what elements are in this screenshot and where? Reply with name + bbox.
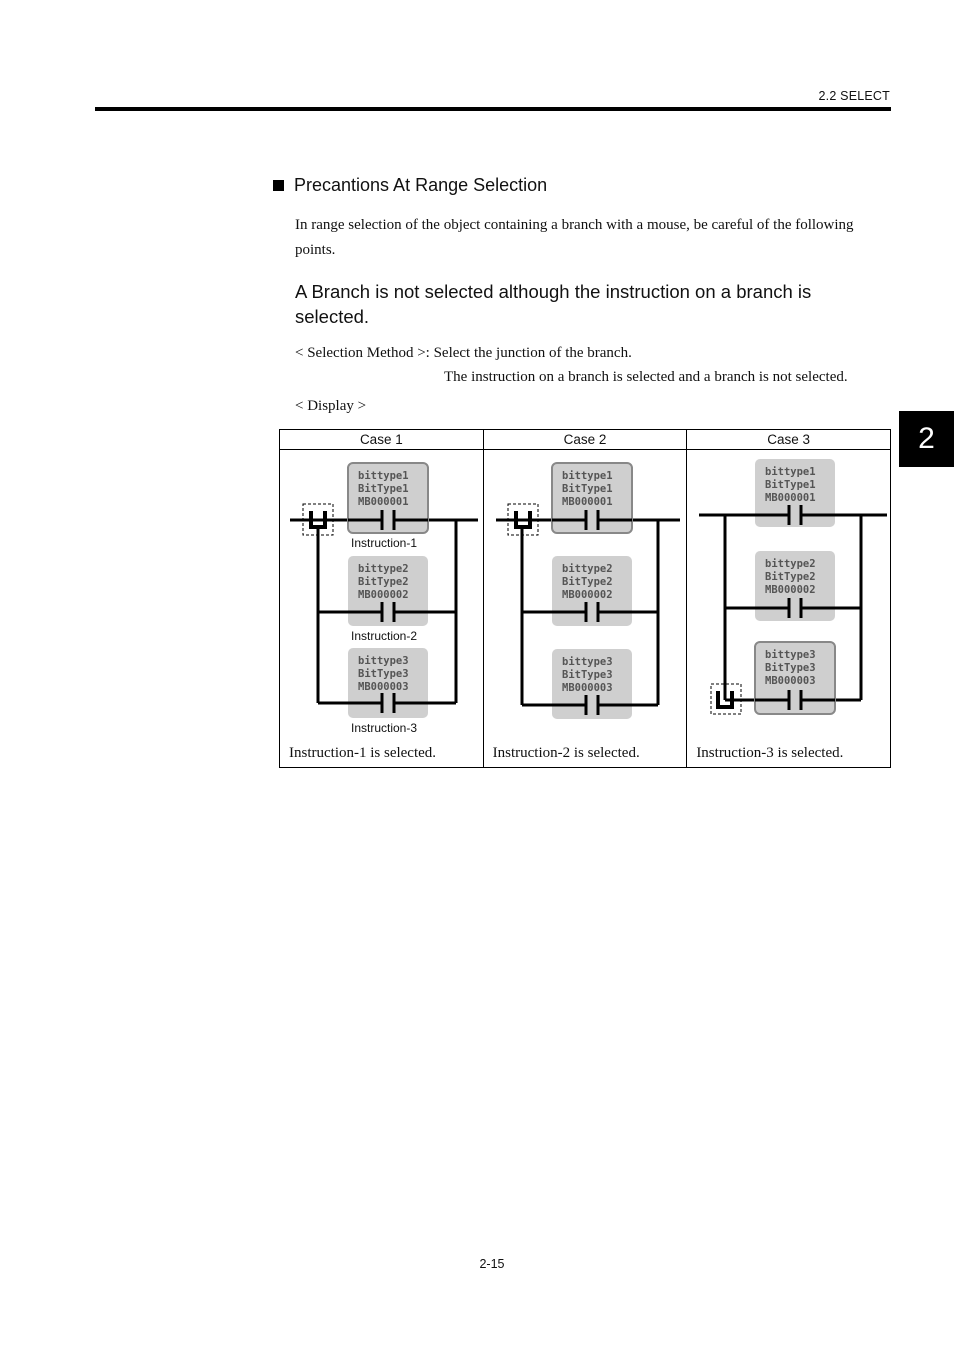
block-2-line-1: bittype2 [765,558,816,570]
instruction-block-2[interactable] [755,551,835,621]
display-label: < Display > [295,398,367,414]
block-3-line-3: MB000003 [765,675,816,687]
instruction-3-label: Instruction-3 [351,721,418,735]
instruction-block-1[interactable] [552,463,632,533]
instruction-block-1[interactable] [348,463,428,533]
block-2-line-3: MB000002 [765,584,816,596]
case-3-ladder-diagram [687,450,890,767]
instruction-block-3[interactable] [348,648,428,718]
block-2-line-3: MB000002 [561,589,613,601]
case-2-cell [483,450,687,768]
case-2-caption: Instruction-2 is selected. [492,745,640,761]
page-number: 2-15 [479,1257,505,1271]
case-2-header: Case 2 [483,430,687,450]
selection-method-line1: < Selection Method >: Select the junction of the branch. [295,345,632,361]
block-1-line-1: bittype1 [765,466,816,478]
block-1-line-3: MB000001 [358,496,409,508]
instruction-block-1[interactable] [755,459,835,527]
block-3-line-1: bittype3 [358,655,409,667]
instruction-1-label: Instruction-1 [351,536,418,550]
case-1-caption: Instruction-1 is selected. [289,745,437,761]
block-3-line-3: MB000003 [358,681,409,693]
block-2-line-1: bittype2 [358,563,409,575]
block-1-line-2: BitType1 [358,483,409,495]
subheading: A Branch is not selected although the instruction on a branch is selected. [295,281,812,327]
case-1-header: Case 1 [280,430,484,450]
header-rule [95,107,891,111]
instruction-block-2[interactable] [348,556,428,626]
case-3-header: Case 3 [687,430,891,450]
chapter-tab: 2 [899,411,954,467]
case-2-ladder-diagram [484,450,687,767]
case-3-caption: Instruction-3 is selected. [696,745,844,761]
instruction-block-2[interactable] [552,556,632,626]
block-1-line-2: BitType1 [561,483,613,495]
block-1-line-1: bittype1 [358,470,409,482]
block-2-line-2: BitType2 [358,576,409,588]
running-header: 2.2 SELECT [818,89,890,103]
block-3-line-1: bittype3 [765,649,816,661]
block-3-line-2: BitType3 [765,662,816,674]
block-3-line-2: BitType3 [561,669,613,681]
block-1-line-1: bittype1 [561,470,613,482]
instruction-2-label: Instruction-2 [351,629,418,643]
instruction-block-3[interactable] [552,649,632,719]
block-1-line-3: MB000001 [765,492,816,504]
block-3-line-3: MB000003 [561,682,613,694]
selection-method-line2: The instruction on a branch is selected and a branch is not selected. [444,369,848,385]
block-2-line-3: MB000002 [358,589,409,601]
case-3-cell [687,450,891,768]
block-2-line-2: BitType2 [561,576,613,588]
block-1-line-3: MB000001 [561,496,613,508]
block-2-line-1: bittype2 [561,563,613,575]
case-1-cell [280,450,484,768]
square-bullet-icon [273,180,284,191]
section-title-text: Precantions At Range Selection [294,175,548,195]
block-1-line-2: BitType1 [765,479,816,491]
section-title [273,175,547,196]
intro-paragraph: In range selection of the object containing a branch with a mouse, be careful of the following points. [295,217,854,258]
case-1-ladder-diagram [280,450,483,767]
block-3-line-1: bittype3 [561,656,613,668]
block-2-line-2: BitType2 [765,571,816,583]
block-3-line-2: BitType3 [358,668,409,680]
instruction-block-3[interactable] [755,642,835,714]
cases-table [279,429,891,768]
